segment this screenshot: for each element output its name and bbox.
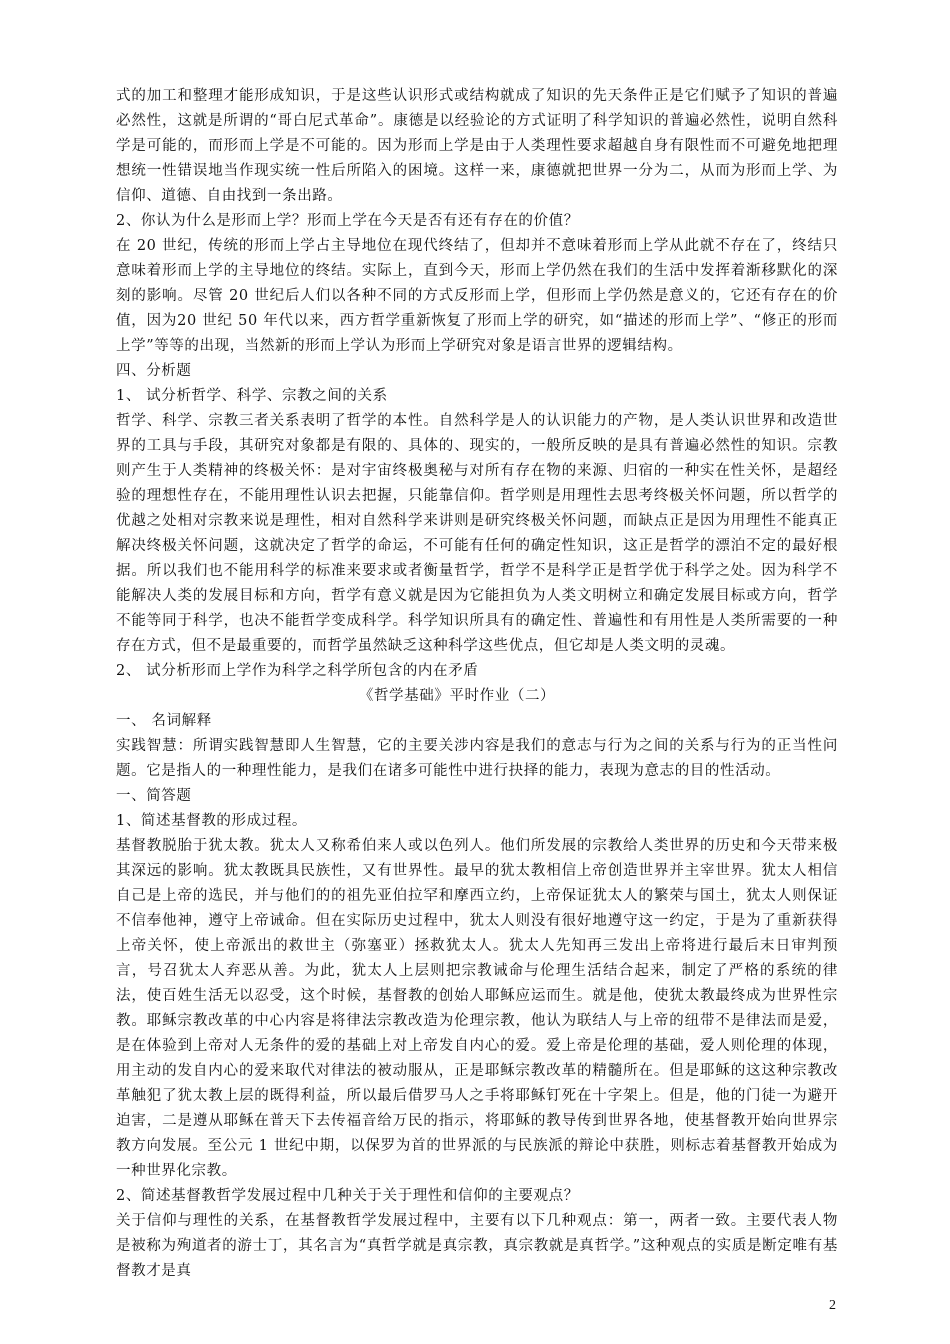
- paragraph-kant-conclusion: 式的加工和整理才能形成知识，于是这些认识形式或结构就成了知识的先天条件正是它们赋予了知识的普遍必然性，这就是所谓的“哥白尼式革命”。康德是以经验论的方式证明了科学知识的普遍必然性，说明自然科学是可能的，而形而上学是不可能的。因为形而上学是由于人类理性要求超越自身有限性而不可避免地把理想统一性错误地当作现实统一性后所陷入的困境。这样一来，康德就把世界一分为二，从而为形而上学、为信仰、道德、自由找到一条出路。: [116, 88, 838, 204]
- page-number: 2: [829, 1298, 836, 1313]
- section-heading-term-definition: 一、 名词解释: [116, 713, 212, 729]
- paragraph-christianity-formation: 基督教脱胎于犹太教。犹太人又称希伯来人或以色列人。他们所发展的宗教给人类世界的历史和今天带来极其深远的影响。犹太教既具民族性，又有世界性。最早的犹太教相信上帝创造世界并主宰世界。犹太人相信自己是上帝的选民，并与他们的的祖先亚伯拉罕和摩西立约，上帝保证犹太人的繁荣与国土，犹太人则保证不信奉他神，遵守上帝诫命。但在实际历史过程中，犹太人则没有很好地遵守这一约定，于是为了重新获得上帝关怀，使上帝派出的救世主（弥塞亚）拯救犹太人。犹太人先知再三发出上帝将进行最后末日审判预言，号召犹太人弃恶从善。为此，犹太人上层则把宗教诫命与伦理生活结合起来，制定了严格的系统的律法，使百姓生活无以忍受，这个时候，基督教的创始人耶稣应运而生。就是他，使犹太教最终成为世界性宗教。耶稣宗教改革的中心内容是将律法宗教改造为伦理宗教，他认为联结人与上帝的纽带不是律法而是爱，是在体验到上帝对人无条件的爱的基础上对上帝发自内心的爱。爱上帝是伦理的基础，爱人则伦理的体现，用主动的发自内心的爱来取代对律法的被动服从，正是耶稣宗教改革的精髓所在。但是耶稣的这这种宗教改革触犯了犹太教上层的既得利益，所以最后借罗马人之手将耶稣钉死在十字架上。但是，他的门徒一为避开迫害，二是遵从耶稣在普天下去传福音给万民的指示，将耶稣的教导传到世界各地，使基督教开始向世界宗教方向发展。至公元 1 世纪中期，以保罗为首的世界派的与民族派的辩论中获胜，则标志着基督教开始成为一种世界化宗教。: [116, 838, 838, 1179]
- question-heading-metaphysics-contradiction: 2、 试分析形而上学作为科学之科学所包含的内在矛盾: [116, 663, 479, 679]
- question-heading-philosophy-science-religion: 1、 试分析哲学、科学、宗教之间的关系: [116, 388, 388, 404]
- paragraph-metaphysics-20th-century: 在 20 世纪，传统的形而上学占主导地位在现代终结了，但却并不意味着形而上学从此就不存在了，终结只意味着形而上学的主导地位的终结。实际上，直到今天，形而上学仍然在我们的生活中发挥着渐移默化的深刻的影响。尽管 20 世纪后人们以各种不同的方式反形而上学，但形而上学仍然是意义的，它还有存在的价值，因为20 世纪 50 年代以来，西方哲学重新恢复了形而上学的研究，如“描述的形而上学”、“修正的形而上学”等等的出现，当然新的形而上学认为形而上学研究对象是语言世界的逻辑结构。: [116, 238, 838, 354]
- question-heading-reason-faith: 2、简述基督教哲学发展过程中几种关于关于理性和信仰的主要观点？: [116, 1188, 579, 1204]
- paragraph-reason-faith: 关于信仰与理性的关系，在基督教哲学发展过程中，主要有以下几种观点：第一，两者一致。主要代表人物是被称为殉道者的游士丁，其名言为“真哲学就是真宗教，真宗教就是真哲学。”这种观点的实质是断定唯有基督教才是真: [116, 1213, 838, 1279]
- document-body: [116, 84, 838, 1284]
- question-heading-metaphysics-value: 2、你认为什么是形而上学？形而上学在今天是否有还有存在的价值？: [116, 213, 579, 229]
- section-heading-analysis: 四、分析题: [116, 363, 192, 379]
- paragraph-philosophy-science-religion: 哲学、科学、宗教三者关系表明了哲学的本性。自然科学是人的认识能力的产物，是人类认识世界和改造世界的工具与手段，其研究对象都是有限的、具体的、现实的，一般所反映的是具有普遍必然性的知识。宗教则产生于人类精神的终极关怀：是对宇宙终极奥秘与对所有存在物的来源、归宿的一种实在性关怀，是超经验的理想性存在，不能用理性认识去把握，只能靠信仰。哲学则是用理性去思考终极关怀问题，所以哲学的优越之处相对宗教来说是理性，相对自然科学来讲则是研究终极关怀问题，而缺点正是因为用理性不能真正解决终极关怀问题，这就决定了哲学的命运，不可能有任何的确定性知识，这正是哲学的漂泊不定的最好根据。所以我们也不能用科学的标准来要求或者衡量哲学，哲学不是科学正是哲学优于科学之处。因为科学不能解决人类的发展目标和方向，哲学有意义就是因为它能担负为人类文明树立和确定发展目标或方向，哲学不能等同于科学，也决不能哲学变成科学。科学知识所具有的确定性、普遍性和有用性是人类所需要的一种存在方式，但不是最重要的，而哲学虽然缺乏这种科学这些优点，但它却是人类文明的灵魂。: [116, 413, 838, 654]
- assignment-title: 《哲学基础》平时作业（二）: [358, 688, 556, 704]
- paragraph-practical-wisdom: 实践智慧：所谓实践智慧即人生智慧，它的主要关涉内容是我们的意志与行为之间的关系与行为的正当性问题。它是指人的一种理性能力，是我们在诸多可能性中进行抉择的能力，表现为意志的目的性活动。: [116, 738, 838, 779]
- question-heading-christianity-formation: 1、简述基督教的形成过程。: [116, 813, 308, 829]
- section-heading-short-answer: 一、简答题: [116, 788, 192, 804]
